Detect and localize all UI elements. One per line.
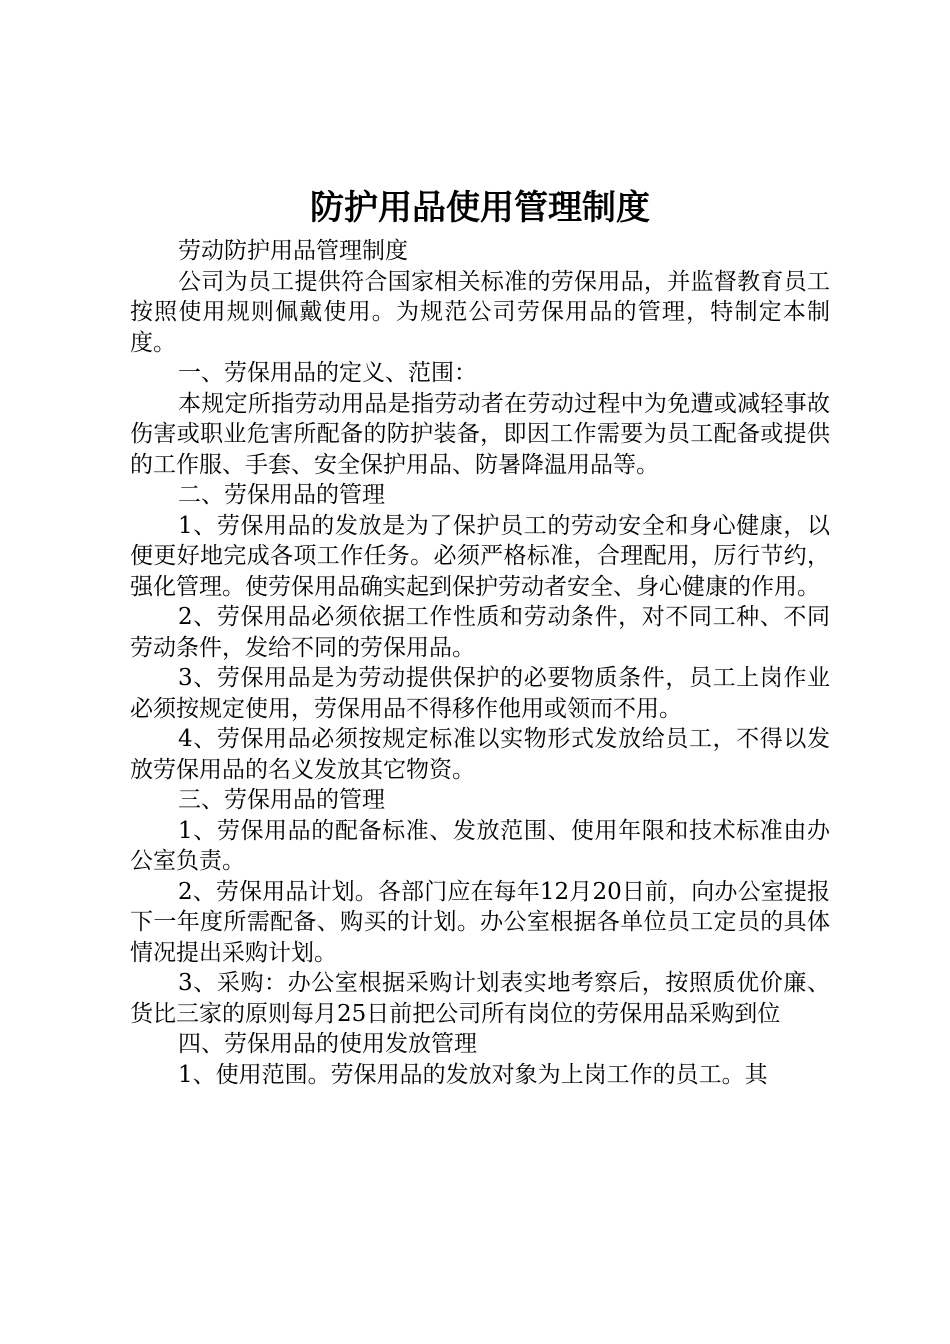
section-heading-1: 一、劳保用品的定义、范围： xyxy=(178,360,477,386)
paragraph-item: 4、劳保用品必须按规定标准以实物形式发放给员工，不得以发放劳保用品的名义发放其它物资。 xyxy=(130,726,830,783)
paragraph-item: 3、劳保用品是为劳动提供保护的必要物质条件，员工上岗作业必须按规定使用，劳保用品不得移作他用或领而不用。 xyxy=(130,665,830,722)
section-heading-3: 三、劳保用品的管理 xyxy=(178,787,385,813)
paragraph-definition: 本规定所指劳动用品是指劳动者在劳动过程中为免遭或减轻事故伤害或职业危害所配备的防护装备，即因工作需要为员工配备或提供的工作服、手套、安全保护用品、防暑降温用品等。 xyxy=(130,390,830,478)
paragraph-item: 3、采购：办公室根据采购计划表实地考察后，按照质优价廉、货比三家的原则每月25日前把公司所有岗位的劳保用品采购到位 xyxy=(130,970,830,1027)
paragraph-item: 2、劳保用品必须依据工作性质和劳动条件，对不同工种、不同劳动条件，发给不同的劳保用品。 xyxy=(130,604,830,661)
paragraph-item: 1、劳保用品的配备标准、发放范围、使用年限和技术标准由办公室负责。 xyxy=(130,817,830,874)
document-body xyxy=(130,236,830,1090)
paragraph-item: 2、劳保用品计划。各部门应在每年12月20日前，向办公室提报下一年度所需配备、购买的计划。办公室根据各单位员工定员的具体情况提出采购计划。 xyxy=(130,878,830,966)
paragraph-item: 1、使用范围。劳保用品的发放对象为上岗工作的员工。其 xyxy=(178,1061,768,1088)
section-heading-4: 四、劳保用品的使用发放管理 xyxy=(178,1031,477,1057)
paragraph-item: 1、劳保用品的发放是为了保护员工的劳动安全和身心健康，以便更好地完成各项工作任务。必须严格标准，合理配用，厉行节约，强化管理。使劳保用品确实起到保护劳动者安全、身心健康的作用。 xyxy=(130,512,830,600)
paragraph-intro: 公司为员工提供符合国家相关标准的劳保用品，并监督教育员工按照使用规则佩戴使用。为规范公司劳保用品的管理，特制定本制度。 xyxy=(130,268,830,356)
section-heading-2: 二、劳保用品的管理 xyxy=(178,482,385,508)
document-title: 防护用品使用管理制度 xyxy=(310,188,650,228)
paragraph-subtitle: 劳动防护用品管理制度 xyxy=(178,238,408,264)
